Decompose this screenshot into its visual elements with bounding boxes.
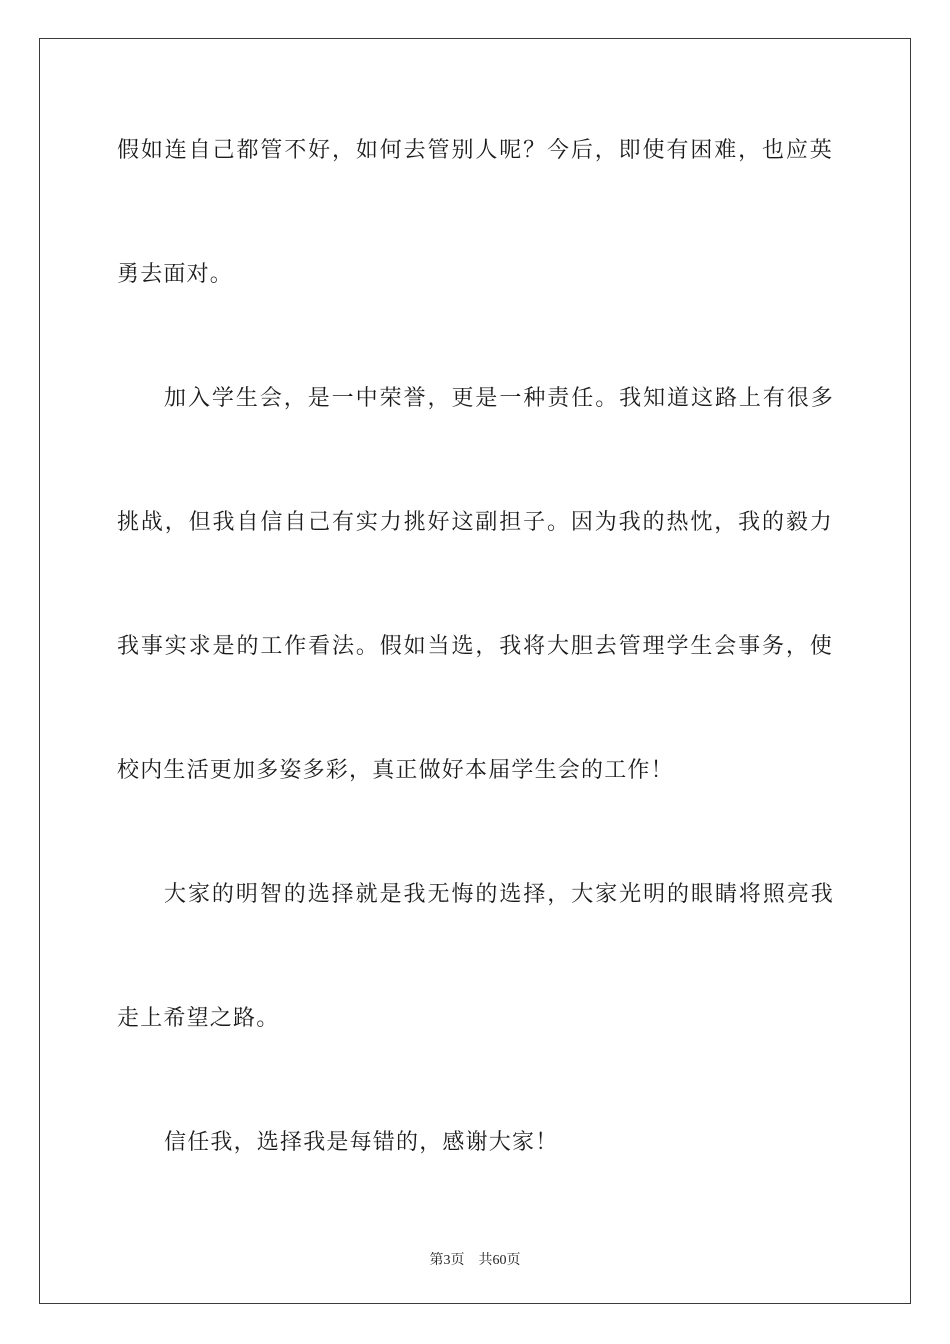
text-line: 假如连自己都管不好，如何去管别人呢？今后，即使有困难，也应英 [117, 138, 833, 163]
page-number: 第3页 [429, 1253, 465, 1268]
text-line: 勇去面对。 [117, 262, 234, 287]
text-line: 挑战，但我自信自己有实力挑好这副担子。因为我的热忱，我的毅力 [117, 510, 833, 535]
paragraph-start-line: 信任我，选择我是每错的，感谢大家！ [164, 1130, 559, 1155]
page-border [39, 38, 911, 1304]
page-footer [0, 1249, 950, 1269]
page-total: 共60页 [478, 1253, 521, 1268]
text-line: 走上希望之路。 [117, 1006, 280, 1031]
text-line: 校内生活更加多姿多彩，真正做好本届学生会的工作！ [117, 758, 674, 783]
paragraph-start-line: 加入学生会，是一中荣誉，更是一种责任。我知道这路上有很多 [164, 386, 834, 411]
paragraph-start-line: 大家的明智的选择就是我无悔的选择，大家光明的眼睛将照亮我 [164, 882, 834, 907]
text-line: 我事实求是的工作看法。假如当选，我将大胆去管理学生会事务，使 [117, 634, 833, 659]
